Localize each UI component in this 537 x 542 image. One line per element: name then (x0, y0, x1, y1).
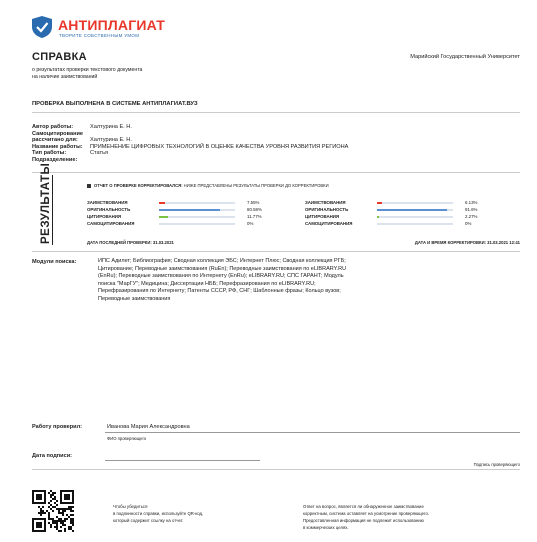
qr-note (113, 503, 203, 524)
modules-line: Перефразирования по Интернету; Патенты СССР, РФ, СНГ; Шаблонные фразы; Кольцо вузов; (98, 288, 341, 295)
result-value: 7.55% (247, 200, 260, 205)
modules-label: Модули поиска: (32, 259, 77, 265)
result-bar-fill (159, 202, 165, 204)
qr-note-line: который содержит ссылку на отчет. (113, 518, 184, 523)
result-bar (159, 202, 235, 204)
result-row (87, 221, 267, 227)
result-label: ЗАИМСТВОВАНИЯ (87, 200, 128, 205)
correction-datetime: ДАТА И ВРЕМЯ КОРРЕКТИРОВКИ: 31.03.2021 12:41 (414, 240, 520, 245)
result-bar-fill (159, 216, 168, 218)
selfcite-value: Халтурина Е. Н. (90, 137, 132, 143)
report-heading-rest: НИЖЕ ПРЕДСТАВЛЕНЫ РЕЗУЛЬТАТЫ ПРОВЕРКИ ДО КОРРЕКТИРОВКИ (183, 183, 329, 188)
subtitle-line-1: о результатах проверки текстового документа (32, 67, 143, 73)
result-value: 0% (247, 221, 254, 226)
result-row (305, 207, 485, 213)
result-label: ОРИГИНАЛЬНОСТЬ (305, 207, 349, 212)
modules-list (98, 258, 512, 304)
result-bar-fill (377, 202, 382, 204)
result-bar-fill (159, 209, 220, 211)
result-label: САМОЦИТИРОВАНИЯ (87, 221, 135, 226)
result-bar (159, 209, 235, 211)
checker-name-line (105, 432, 520, 433)
signature-caption: Подпись проверяющего (473, 462, 520, 467)
work-type-value: Статья (90, 150, 109, 156)
department-label: Подразделение: (32, 156, 78, 163)
result-label: ОРИГИНАЛЬНОСТЬ (87, 207, 131, 212)
result-value: 80.58% (247, 207, 262, 212)
modules-line: ИПС Адилет; Библиография; Сводная коллекция ЭБС; Интернет Плюс; Сводная коллекция РГБ; (98, 258, 346, 264)
result-row (305, 214, 485, 220)
modules-line: (EnRu); Переводные заимствования по Интернету (EnRu); eLIBRARY.RU; СПС ГАРАНТ; Модуль (98, 273, 344, 280)
modules-line: поиска "МарГУ"; Медицина; Диссертации НББ; Перефразирования по eLIBRARY.RU; (98, 280, 316, 287)
result-row (305, 200, 485, 206)
report-heading-bold: ОТЧЕТ О ПРОВЕРКЕ КОРРЕКТИРОВАЛСЯ: (94, 183, 183, 188)
result-bar (377, 209, 453, 211)
signature-date-line (105, 460, 260, 461)
result-row (305, 221, 485, 227)
work-title-value: ПРИМЕНЕНИЕ ЦИФРОВЫХ ТЕХНОЛОГИЙ В ОЦЕНКЕ КАЧЕСТВА УРОВНЯ РАЗВИТИЯ РЕГИОНА (90, 143, 349, 150)
author-value: Халтурина Е. Н. (90, 124, 132, 130)
result-bar (377, 216, 453, 218)
result-bar-fill (377, 216, 379, 218)
result-row (87, 207, 267, 213)
modules-line: Цитирование; Переводные заимствования (RuEn); Переводные заимствования по eLIBRARY.RU (98, 265, 347, 272)
result-value: 6.13% (465, 200, 478, 205)
signature-line (32, 469, 520, 470)
result-bar (377, 202, 453, 204)
divider (32, 251, 520, 252)
result-row (87, 200, 267, 206)
last-check-date: ДАТА ПОСЛЕДНЕЙ ПРОВЕРКИ: 31.03.2021 (87, 240, 174, 245)
result-value: 91.6% (465, 207, 478, 212)
result-value: 2.27% (465, 214, 478, 219)
results-divider (52, 175, 53, 245)
university-name: Марийский Государственный Университет (410, 54, 520, 60)
subtitle (32, 67, 142, 80)
logo-title: АНТИПЛАГИАТ (58, 17, 165, 33)
result-bar-fill (377, 209, 447, 211)
author-label: Автор работы: (32, 124, 74, 130)
result-bar (377, 223, 453, 225)
result-label: САМОЦИТИРОВАНИЯ (305, 221, 353, 226)
result-row (87, 214, 267, 220)
disclaimer-line: Предоставленная информация не подлежит использованию (303, 518, 424, 523)
result-label: ЦИТИРОВАНИЯ (305, 214, 340, 219)
qr-note-line: Чтобы убедиться (113, 504, 148, 509)
result-bar (159, 216, 235, 218)
selfcite-label-2: рассчитано для: (32, 137, 78, 143)
results-side-label: РЕЗУЛЬТАТЫ (40, 162, 52, 244)
checker-caption: ФИО проверяющего (107, 436, 147, 441)
divider (32, 172, 520, 173)
report-heading (87, 183, 329, 188)
signature-date-label: Дата подписи: (32, 453, 73, 459)
logo-tagline: ТВОРИТЕ СОБСТВЕННЫМ УМОМ (59, 33, 140, 38)
disclaimer-line: корректным, система оставляет на усмотрение проверяющего. (303, 511, 430, 516)
disclaimer-line: в коммерческих целях. (303, 525, 349, 530)
checked-by-value: Иванова Мария Александровна (107, 424, 190, 430)
result-value: 0% (465, 221, 472, 226)
result-label: ЦИТИРОВАНИЯ (87, 214, 122, 219)
selfcite-label-1: Самоцитирование (32, 130, 83, 137)
antiplagiat-logo-icon (32, 16, 52, 38)
disclaimer-note (303, 503, 429, 531)
divider (32, 112, 520, 113)
page-title: СПРАВКА (32, 51, 87, 63)
result-value: 11.77% (247, 214, 262, 219)
checked-by-label: Работу проверил: (32, 424, 83, 430)
modules-line: Переводные заимствования (98, 295, 171, 302)
result-label: ЗАИМСТВОВАНИЯ (305, 200, 346, 205)
qr-note-line: в подлинности справки, используйте QR-код, (113, 511, 204, 516)
subtitle-line-2: на наличие заимствований (32, 73, 98, 80)
result-bar (159, 223, 235, 225)
disclaimer-line: Ответ на вопрос, является ли обнаруженное заимствование (303, 504, 424, 509)
qr-code-icon (32, 490, 74, 532)
check-system-heading: ПРОВЕРКА ВЫПОЛНЕНА В СИСТЕМЕ АНТИПЛАГИАТ.ВУЗ (32, 101, 198, 107)
work-type-label: Тип работы: (32, 150, 67, 156)
square-icon (87, 184, 91, 188)
work-title-label: Название работы: (32, 143, 83, 150)
